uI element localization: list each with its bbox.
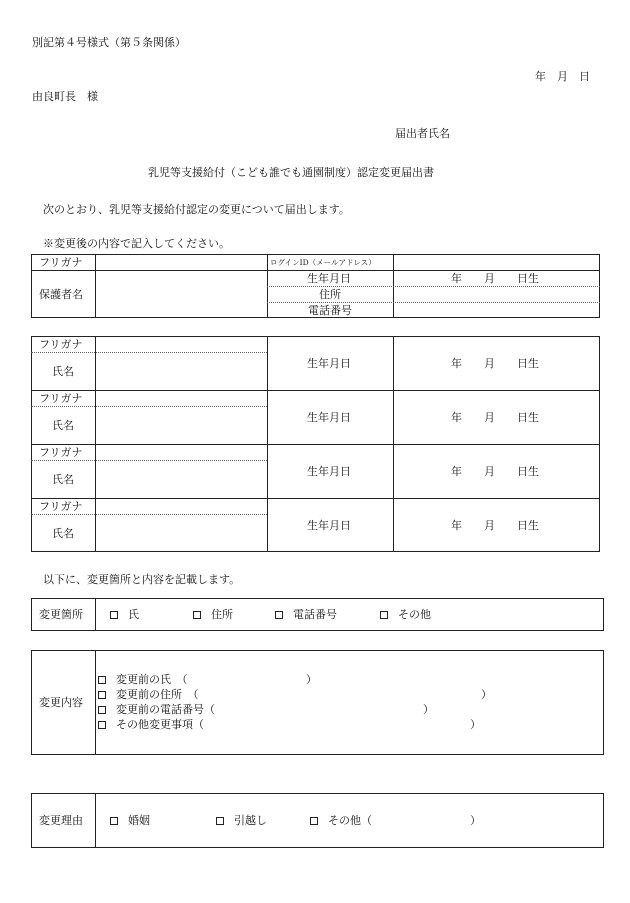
checkbox-icon: [216, 817, 224, 825]
child-4-name-label: 氏名: [52, 527, 74, 540]
checkbox-icon: [110, 611, 118, 619]
date-field[interactable]: 年 月 日: [535, 70, 590, 83]
change-reason-label: 変更理由: [39, 814, 83, 827]
child-3-name-label: 氏名: [52, 473, 74, 486]
content-item-previous-name[interactable]: 変更前の氏 （: [98, 674, 188, 685]
child-4-birth-value[interactable]: 年 月 日生: [451, 519, 539, 532]
child-1-birth-label: 生年月日: [307, 357, 351, 370]
checkbox-icon: [98, 721, 106, 729]
child-3-birth-label: 生年月日: [307, 465, 351, 478]
guardian-birth-label: 生年月日: [307, 272, 351, 285]
guardian-address-label: 住所: [319, 288, 341, 301]
content-item-previous-address[interactable]: 変更前の住所 （: [98, 689, 199, 700]
login-id-input[interactable]: [394, 255, 599, 269]
child-2-name-input[interactable]: [96, 407, 266, 443]
document-title: 乳児等支援給付（こども誰でも通園制度）認定変更届出書: [148, 166, 434, 179]
guardian-phone-label: 電話番号: [308, 304, 352, 317]
intro-text: 次のとおり、乳児等支援給付認定の変更について届出します。: [43, 203, 350, 216]
form-number: 別記第４号様式（第５条関係）: [32, 36, 186, 49]
guardian-name-label: 保護者名: [39, 288, 83, 301]
guardian-birth-value[interactable]: 年 月 日生: [451, 272, 539, 285]
change-location-label: 変更箇所: [39, 608, 83, 621]
child-3-birth-value[interactable]: 年 月 日生: [451, 465, 539, 478]
content-item-other-close: ）: [470, 718, 481, 731]
location-option-name[interactable]: 氏: [110, 609, 139, 620]
checkbox-icon: [98, 676, 106, 684]
checkbox-icon: [98, 691, 106, 699]
reason-option-other[interactable]: その他（: [310, 815, 372, 826]
content-item-previous-phone[interactable]: 変更前の電話番号（: [98, 704, 215, 715]
guardian-name-input[interactable]: [96, 271, 266, 317]
content-item-previous-address-close: ）: [481, 688, 492, 701]
guardian-phone-input[interactable]: [394, 303, 599, 317]
checkbox-icon: [275, 611, 283, 619]
child-1-birth-value[interactable]: 年 月 日生: [451, 357, 539, 370]
child-2-birth-value[interactable]: 年 月 日生: [451, 411, 539, 424]
reason-option-marriage[interactable]: 婚姻: [110, 815, 150, 826]
child-4-birth-label: 生年月日: [307, 519, 351, 532]
child-3-furigana-label: フリガナ: [39, 446, 83, 459]
checkbox-icon: [193, 611, 201, 619]
login-id-label: ログインID（メールアドレス）: [270, 258, 376, 267]
guardian-furigana-input[interactable]: [96, 255, 266, 269]
content-item-previous-name-close: ）: [306, 673, 317, 686]
note-text: ※変更後の内容で記入してください。: [43, 237, 230, 250]
change-content-label: 変更内容: [39, 696, 83, 709]
reason-other-close: ）: [470, 814, 481, 827]
reason-option-moving[interactable]: 引越し: [216, 815, 267, 826]
location-option-address[interactable]: 住所: [193, 609, 233, 620]
child-1-name-input[interactable]: [96, 353, 266, 389]
checkbox-icon: [98, 706, 106, 714]
content-item-previous-phone-close: ）: [423, 703, 434, 716]
location-option-other[interactable]: その他: [380, 609, 431, 620]
guardian-furigana-label: フリガナ: [39, 256, 83, 269]
child-2-furigana-label: フリガナ: [39, 392, 83, 405]
content-item-other[interactable]: その他変更事項（: [98, 719, 204, 730]
child-1-name-label: 氏名: [52, 365, 74, 378]
child-1-furigana-label: フリガナ: [39, 338, 83, 351]
change-intro-text: 以下に、変更箇所と内容を記載します。: [43, 573, 241, 586]
checkbox-icon: [380, 611, 388, 619]
child-3-name-input[interactable]: [96, 461, 266, 497]
child-2-birth-label: 生年月日: [307, 411, 351, 424]
child-2-name-label: 氏名: [52, 419, 74, 432]
location-option-phone[interactable]: 電話番号: [275, 609, 337, 620]
child-4-name-input[interactable]: [96, 515, 266, 551]
checkbox-icon: [310, 817, 318, 825]
guardian-address-input[interactable]: [394, 287, 599, 301]
checkbox-icon: [110, 817, 118, 825]
addressee: 由良町長 様: [32, 90, 98, 103]
child-4-furigana-label: フリガナ: [39, 500, 83, 513]
notifier-name-label: 届出者氏名: [395, 127, 450, 140]
